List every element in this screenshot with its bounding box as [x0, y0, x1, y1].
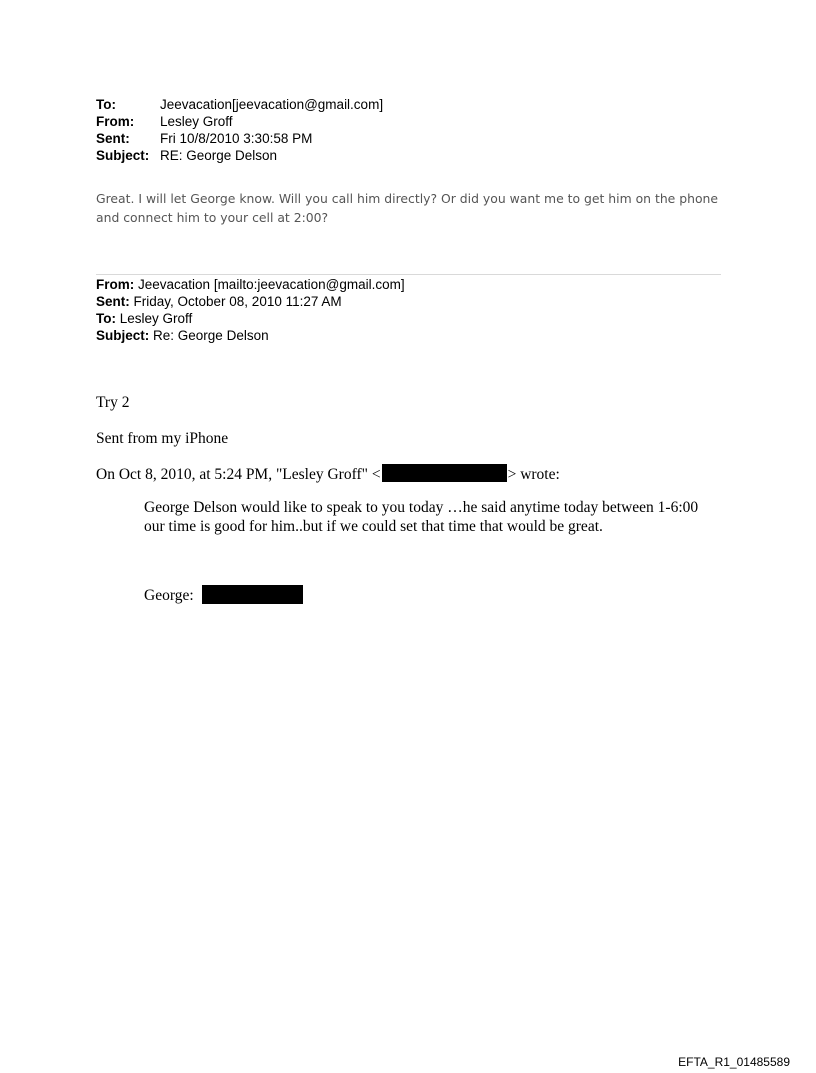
- fwd-subject-value: Re: George Delson: [153, 328, 269, 343]
- fwd-subject-label: Subject:: [96, 328, 150, 343]
- fwd-sent-row: [96, 293, 405, 310]
- fwd-from-label: From:: [96, 277, 135, 292]
- message-signature: Sent from my iPhone: [96, 430, 229, 447]
- quoted-message: George Delson would like to speak to you today …he said anytime today between 1-6:00 our time is good for him..but if we could set that time that would be great.: [144, 499, 699, 535]
- subject-label: Subject:: [96, 148, 150, 163]
- email-header: [96, 96, 383, 164]
- document-id: EFTA_R1_01485589: [678, 1055, 790, 1069]
- fwd-to-label: To:: [96, 311, 116, 326]
- reply-body: Great. I will let George know. Will you call him directly? Or did you want me to get him on the phone and connect him to your cell at 2:00?: [96, 191, 719, 225]
- fwd-from-row: [96, 276, 405, 293]
- from-value: Lesley Groff: [160, 114, 233, 129]
- divider: [96, 274, 721, 275]
- header-subject-row: [96, 147, 383, 164]
- sent-value: Fri 10/8/2010 3:30:58 PM: [160, 131, 313, 146]
- fwd-sent-label: Sent:: [96, 294, 130, 309]
- quote-attribution: [96, 464, 560, 484]
- sent-label: Sent:: [96, 131, 130, 146]
- message-line-try: Try 2: [96, 394, 130, 411]
- to-value: Jeevacation[jeevacation@gmail.com]: [160, 97, 384, 112]
- george-label: George:: [144, 587, 194, 604]
- header-sent-row: [96, 130, 383, 147]
- redacted-phone-block: [202, 585, 303, 604]
- to-label: To:: [96, 97, 116, 112]
- attribution-text-end: > wrote:: [507, 466, 560, 483]
- fwd-to-value: Lesley Groff: [119, 311, 193, 326]
- header-from-row: [96, 113, 383, 130]
- george-line: [144, 585, 303, 605]
- attribution-text-start: On Oct 8, 2010, at 5:24 PM, "Lesley Groff" <: [96, 466, 381, 483]
- fwd-from-value: Jeevacation [mailto:jeevacation@gmail.com]: [138, 277, 405, 292]
- fwd-sent-value: Friday, October 08, 2010 11:27 AM: [133, 294, 342, 309]
- from-label: From:: [96, 114, 135, 129]
- forwarded-header: [96, 276, 405, 344]
- header-to-row: [96, 96, 383, 113]
- redacted-email-block: [382, 464, 507, 482]
- fwd-subject-row: [96, 327, 405, 344]
- subject-value: RE: George Delson: [160, 148, 278, 163]
- fwd-to-row: [96, 310, 405, 327]
